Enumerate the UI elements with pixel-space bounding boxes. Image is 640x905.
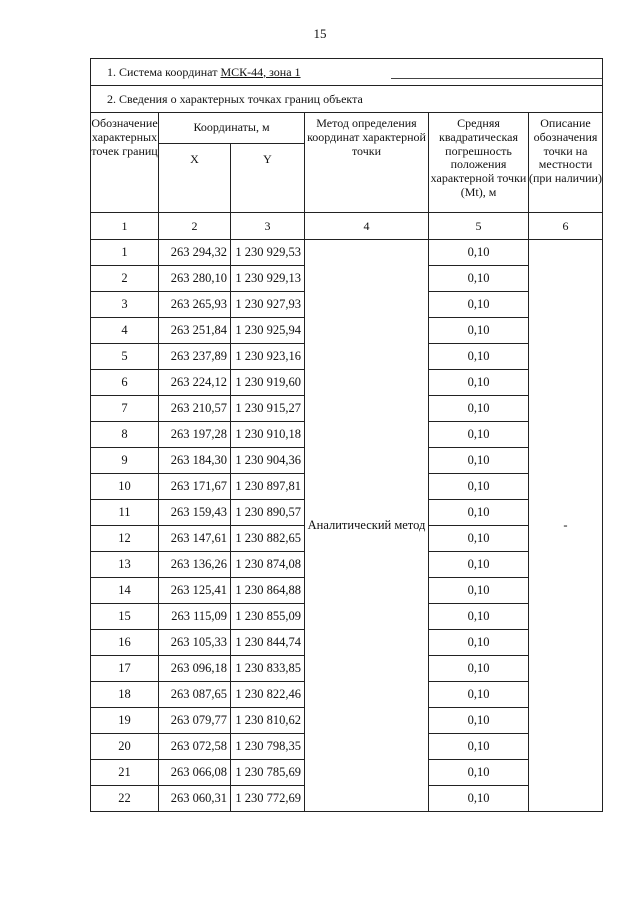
x-coordinate: 263 265,93 — [159, 292, 231, 318]
y-coordinate: 1 230 915,27 — [231, 396, 305, 422]
point-number: 1 — [91, 240, 159, 266]
x-coordinate: 263 079,77 — [159, 708, 231, 734]
header-method: Метод определения координат характерной точки — [305, 113, 429, 213]
x-coordinate: 263 184,30 — [159, 448, 231, 474]
point-number: 19 — [91, 708, 159, 734]
y-coordinate: 1 230 772,69 — [231, 786, 305, 812]
section-2-title: 2. Сведения о характерных точках границ объекта — [91, 86, 603, 113]
accuracy-value: 0,10 — [429, 266, 529, 292]
y-coordinate: 1 230 785,69 — [231, 760, 305, 786]
accuracy-value: 0,10 — [429, 422, 529, 448]
y-coordinate: 1 230 874,08 — [231, 552, 305, 578]
point-number: 18 — [91, 682, 159, 708]
table-row — [91, 240, 603, 266]
x-coordinate: 263 072,58 — [159, 734, 231, 760]
point-number: 16 — [91, 630, 159, 656]
point-number: 22 — [91, 786, 159, 812]
underline-rule — [391, 78, 602, 79]
x-coordinate: 263 060,31 — [159, 786, 231, 812]
y-coordinate: 1 230 890,57 — [231, 500, 305, 526]
x-coordinate: 263 087,65 — [159, 682, 231, 708]
header-accuracy: Средняя квадратическая погрешность положения характерной точки (Mt), м — [429, 113, 529, 213]
point-number: 15 — [91, 604, 159, 630]
accuracy-value: 0,10 — [429, 240, 529, 266]
point-number: 2 — [91, 266, 159, 292]
header-row — [91, 113, 603, 144]
x-coordinate: 263 125,41 — [159, 578, 231, 604]
column-number: 3 — [231, 213, 305, 240]
accuracy-value: 0,10 — [429, 786, 529, 812]
accuracy-value: 0,10 — [429, 344, 529, 370]
section-1-row — [91, 59, 603, 86]
x-coordinate: 263 159,43 — [159, 500, 231, 526]
point-number: 4 — [91, 318, 159, 344]
point-number: 17 — [91, 656, 159, 682]
column-number: 4 — [305, 213, 429, 240]
accuracy-value: 0,10 — [429, 760, 529, 786]
point-number: 3 — [91, 292, 159, 318]
column-number: 1 — [91, 213, 159, 240]
accuracy-value: 0,10 — [429, 604, 529, 630]
accuracy-value: 0,10 — [429, 500, 529, 526]
y-coordinate: 1 230 897,81 — [231, 474, 305, 500]
x-coordinate: 263 210,57 — [159, 396, 231, 422]
x-coordinate: 263 096,18 — [159, 656, 231, 682]
x-coordinate: 263 115,09 — [159, 604, 231, 630]
point-number: 11 — [91, 500, 159, 526]
y-coordinate: 1 230 822,46 — [231, 682, 305, 708]
x-coordinate: 263 105,33 — [159, 630, 231, 656]
point-number: 12 — [91, 526, 159, 552]
header-coordinates: Координаты, м — [159, 113, 305, 144]
accuracy-value: 0,10 — [429, 396, 529, 422]
column-number: 6 — [529, 213, 603, 240]
y-coordinate: 1 230 833,85 — [231, 656, 305, 682]
point-number: 5 — [91, 344, 159, 370]
y-coordinate: 1 230 882,65 — [231, 526, 305, 552]
accuracy-value: 0,10 — [429, 474, 529, 500]
point-number: 13 — [91, 552, 159, 578]
accuracy-value: 0,10 — [429, 526, 529, 552]
header-y: Y — [231, 144, 305, 213]
x-coordinate: 263 294,32 — [159, 240, 231, 266]
x-coordinate: 263 224,12 — [159, 370, 231, 396]
y-coordinate: 1 230 929,53 — [231, 240, 305, 266]
accuracy-value: 0,10 — [429, 708, 529, 734]
y-coordinate: 1 230 910,18 — [231, 422, 305, 448]
header-x: X — [159, 144, 231, 213]
y-coordinate: 1 230 810,62 — [231, 708, 305, 734]
point-number: 9 — [91, 448, 159, 474]
accuracy-value: 0,10 — [429, 682, 529, 708]
point-number: 21 — [91, 760, 159, 786]
accuracy-value: 0,10 — [429, 734, 529, 760]
y-coordinate: 1 230 919,60 — [231, 370, 305, 396]
section-2-row — [91, 86, 603, 113]
coordinate-system-cell — [91, 59, 603, 86]
x-coordinate: 263 171,67 — [159, 474, 231, 500]
x-coordinate: 263 197,28 — [159, 422, 231, 448]
y-coordinate: 1 230 855,09 — [231, 604, 305, 630]
x-coordinate: 263 136,26 — [159, 552, 231, 578]
description-cell: - — [529, 240, 603, 812]
header-description: Описание обозначения точки на местности (при наличии) — [529, 113, 603, 213]
point-number: 8 — [91, 422, 159, 448]
x-coordinate: 263 147,61 — [159, 526, 231, 552]
point-number: 10 — [91, 474, 159, 500]
accuracy-value: 0,10 — [429, 370, 529, 396]
method-cell: Аналитический метод — [305, 240, 429, 812]
x-coordinate: 263 251,84 — [159, 318, 231, 344]
y-coordinate: 1 230 927,93 — [231, 292, 305, 318]
y-coordinate: 1 230 925,94 — [231, 318, 305, 344]
y-coordinate: 1 230 798,35 — [231, 734, 305, 760]
column-number: 5 — [429, 213, 529, 240]
y-coordinate: 1 230 929,13 — [231, 266, 305, 292]
y-coordinate: 1 230 844,74 — [231, 630, 305, 656]
accuracy-value: 0,10 — [429, 552, 529, 578]
coordinate-system-label: 1. Система координат — [107, 64, 221, 79]
x-coordinate: 263 066,08 — [159, 760, 231, 786]
page-number: 15 — [313, 26, 327, 41]
column-number: 2 — [159, 213, 231, 240]
accuracy-value: 0,10 — [429, 292, 529, 318]
coordinate-system-value: МСК-44, зона 1 — [220, 64, 301, 79]
boundary-points-table — [90, 58, 603, 812]
y-coordinate: 1 230 923,16 — [231, 344, 305, 370]
accuracy-value: 0,10 — [429, 656, 529, 682]
accuracy-value: 0,10 — [429, 578, 529, 604]
column-number-row — [91, 213, 603, 240]
accuracy-value: 0,10 — [429, 630, 529, 656]
point-number: 14 — [91, 578, 159, 604]
accuracy-value: 0,10 — [429, 318, 529, 344]
header-point-designation: Обозначение характерных точек границ — [91, 113, 159, 213]
point-number: 6 — [91, 370, 159, 396]
y-coordinate: 1 230 904,36 — [231, 448, 305, 474]
x-coordinate: 263 280,10 — [159, 266, 231, 292]
y-coordinate: 1 230 864,88 — [231, 578, 305, 604]
x-coordinate: 263 237,89 — [159, 344, 231, 370]
accuracy-value: 0,10 — [429, 448, 529, 474]
point-number: 20 — [91, 734, 159, 760]
point-number: 7 — [91, 396, 159, 422]
